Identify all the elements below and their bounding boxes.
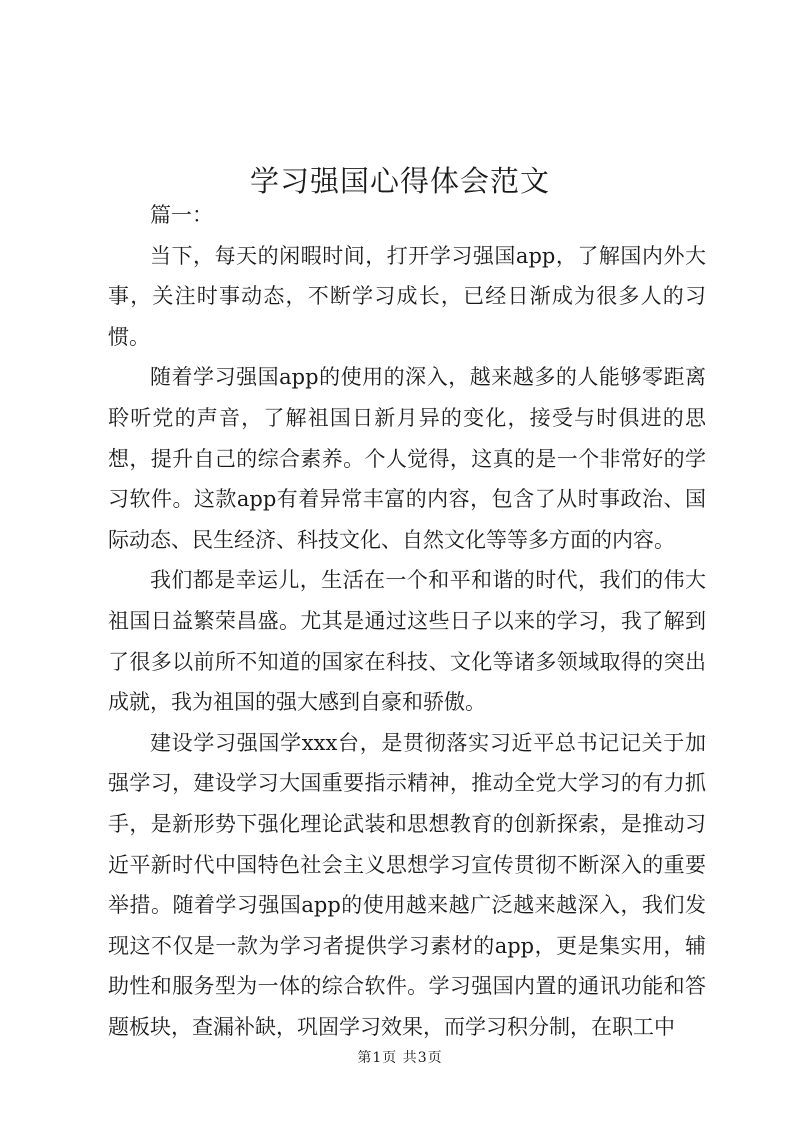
paragraph-2: 随着学习强国app的使用的深入，越来越多的人能够零距离聆听党的声音，了解祖国日新月异的变化，接受与时俱进的思想，提升自己的综合素养。个人觉得，这真的是一个非常好的学习软件。这款app有着异常丰富的内容，包含了从时事政治、国际动态、民生经济、科技文化、自然文化等等多方面的内容。	[108, 365, 706, 552]
page-number-footer: 第1页 共3页	[357, 1050, 443, 1066]
document-title: 学习强国心得体会范文	[249, 164, 550, 199]
paragraph-4: 建设学习强国学xxx台，是贯彻落实习近平总书记记关于加强学习，建设学习大国重要指示精神，推动全党大学习的有力抓手，是新形势下强化理论武装和思想教育的创新探索，是推动习近平新时代中国特色社会主义思想学习宣传贯彻不断深入的重要举措。随着学习强国app的使用越来越广泛越来越深入，我们发现这不仅是一款为学习者提供学习素材的app，更是集实用，辅助性和服务型为一体的综合软件。学习强国内置的通讯功能和答题板块，查漏补缺，巩固学习效果，而学习积分制，在职工中	[108, 730, 706, 1039]
paragraph-1: 当下，每天的闲暇时间，打开学习强国app，了解国内外大事，关注时事动态，不断学习成长，已经日渐成为很多人的习惯。	[108, 243, 706, 349]
paragraph-section-heading: 篇一：	[150, 203, 213, 227]
document-body	[108, 195, 706, 1047]
paragraph-3: 我们都是幸运儿，生活在一个和平和谐的时代，我们的伟大祖国日益繁荣昌盛。尤其是通过这些日子以来的学习，我了解到了很多以前所不知道的国家在科技、文化等诸多领域取得的突出成就，我为祖国的强大感到自豪和骄傲。	[108, 568, 706, 715]
